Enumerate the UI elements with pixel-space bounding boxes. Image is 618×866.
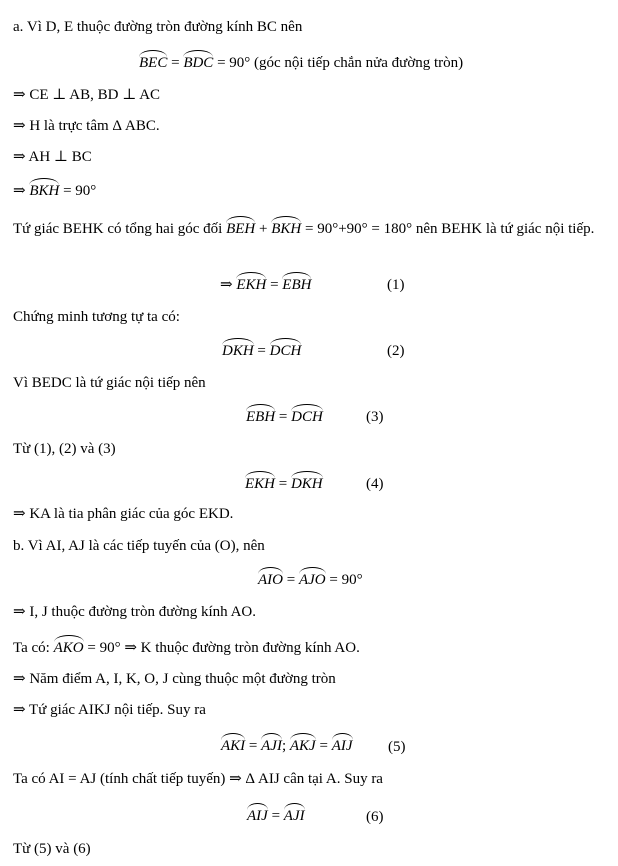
equation-number: (4) bbox=[366, 476, 384, 492]
equation-bkh: ⇒ BKH = 90° bbox=[13, 178, 96, 200]
equation-4: EKH = DKH bbox=[245, 471, 323, 493]
angle-arc: AKO bbox=[54, 635, 84, 657]
angle-arc: EBH bbox=[246, 404, 275, 426]
angle-arc: AKJ bbox=[290, 733, 316, 755]
angle-arc: AKI bbox=[221, 733, 245, 755]
angle-arc: DKH bbox=[291, 471, 323, 493]
text-line: ⇒ AH ⊥ BC bbox=[13, 149, 92, 165]
equation-ako: Ta có: AKO = 90° ⇒ K thuộc đường tròn đường kính AO. bbox=[13, 635, 360, 657]
text-line: ⇒ H là trực tâm Δ ABC. bbox=[13, 118, 160, 134]
angle-arc: BKH bbox=[271, 216, 301, 238]
text-line: Từ (1), (2) và (3) bbox=[13, 441, 116, 457]
angle-arc: AIJ bbox=[332, 733, 353, 755]
angle-arc: BDC bbox=[183, 50, 213, 72]
angle-arc: EKH bbox=[245, 471, 275, 493]
angle-arc: BKH bbox=[29, 178, 59, 200]
angle-arc: DKH bbox=[222, 338, 254, 360]
equation-3: EBH = DCH bbox=[246, 404, 323, 426]
text-line: Từ (5) và (6) bbox=[13, 841, 91, 857]
equation-1: ⇒ EKH = EBH bbox=[220, 272, 311, 294]
text-line: ⇒ CE ⊥ AB, BD ⊥ AC bbox=[13, 87, 161, 103]
angle-arc: AJI bbox=[261, 733, 282, 755]
equation-6: AIJ = AJI bbox=[247, 803, 305, 825]
angle-arc: AJI bbox=[284, 803, 305, 825]
angle-arc: EBH bbox=[282, 272, 311, 294]
text-line: ⇒ Tứ giác AIKJ nội tiếp. Suy ra bbox=[13, 702, 206, 718]
angle-arc: BEH bbox=[226, 216, 255, 238]
text-line: Vì BEDC là tứ giác nội tiếp nên bbox=[13, 375, 206, 391]
angle-arc: AIJ bbox=[247, 803, 268, 825]
equation-2: DKH = DCH bbox=[222, 338, 301, 360]
angle-arc: DCH bbox=[270, 338, 302, 360]
angle-arc: AIO bbox=[258, 567, 283, 589]
angle-arc: BEC bbox=[139, 50, 167, 72]
equation-number: (2) bbox=[387, 343, 405, 359]
angle-arc: AJO bbox=[299, 567, 326, 589]
text-line: Chứng minh tương tự ta có: bbox=[13, 309, 180, 325]
text-line: Ta có AI = AJ (tính chất tiếp tuyến) ⇒ Δ AIJ cân tại A. Suy ra bbox=[13, 771, 383, 787]
text-line: ⇒ I, J thuộc đường tròn đường kính AO. bbox=[13, 604, 257, 620]
angle-arc: EKH bbox=[236, 272, 266, 294]
equation-number: (6) bbox=[366, 809, 384, 825]
equation-number: (5) bbox=[388, 739, 406, 755]
text-line: ⇒ Năm điểm A, I, K, O, J cùng thuộc một đường tròn bbox=[13, 671, 336, 687]
part-a-intro: a. Vì D, E thuộc đường tròn đường kính BC nên bbox=[13, 19, 303, 35]
part-b-intro: b. Vì AI, AJ là các tiếp tuyến của (O), nên bbox=[13, 538, 265, 554]
equation-aio-ajo: AIO = AJO = 90° bbox=[258, 567, 363, 589]
equation-number: (3) bbox=[366, 409, 384, 425]
paragraph-behk: Tứ giác BEHK có tổng hai góc đối BEH + BKH = 90°+90° = 180° nên BEHK là tứ giác nội tiếp. bbox=[13, 216, 609, 238]
equation-bec-bdc: BEC = BDC = 90° (góc nội tiếp chắn nửa đường tròn) bbox=[139, 50, 463, 72]
angle-arc: DCH bbox=[291, 404, 323, 426]
equation-number: (1) bbox=[387, 277, 405, 293]
text-line: ⇒ KA là tia phân giác của góc EKD. bbox=[13, 506, 234, 522]
equation-5: AKI = AJI; AKJ = AIJ bbox=[221, 733, 353, 755]
